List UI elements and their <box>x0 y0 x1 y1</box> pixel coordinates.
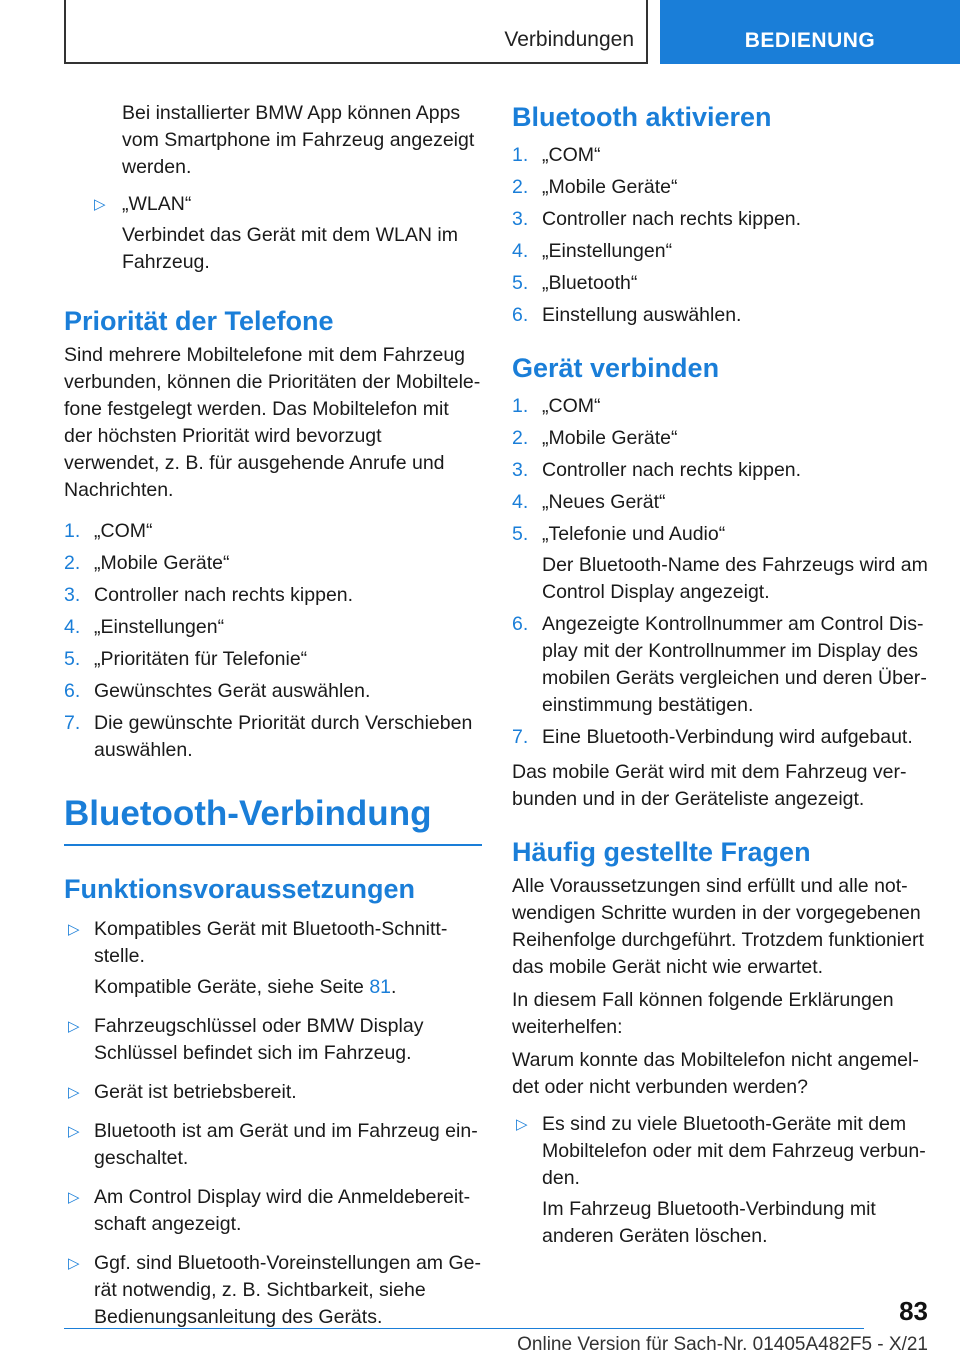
page-link[interactable]: 81 <box>369 976 392 998</box>
triangle-bullet-icon: ▷ <box>68 1018 80 1035</box>
req-text-1: Kompatibles Gerät mit Bluetooth-Schnittstelle. <box>94 918 448 967</box>
step-text: „Mobile Geräte“ <box>542 176 678 198</box>
bt-title: Bluetooth-Verbindung <box>64 792 482 846</box>
step-number: 4. <box>512 240 529 262</box>
step-number: 5. <box>64 648 81 670</box>
step-subtext: Der Bluetooth-Name des Fahrzeugs wird am Control Display angezeigt. <box>542 554 928 603</box>
step-text: „Neues Gerät“ <box>542 491 666 513</box>
step-number: 2. <box>512 176 529 198</box>
step-text: Eine Bluetooth-Verbindung wird aufgebaut. <box>542 726 913 748</box>
faq-text-2: In diesem Fall können folgende Erklärungen weiterhelfen: <box>512 989 894 1038</box>
step-item <box>512 521 928 606</box>
step-text: Die gewünschte Priorität durch Verschieben auswählen. <box>94 712 473 761</box>
step-item <box>512 489 928 516</box>
step-text: „Einstellungen“ <box>94 616 225 638</box>
connect-result: Das mobile Gerät wird mit dem Fahrzeug verbunden und in der Geräteliste angezeigt. <box>512 761 907 810</box>
triangle-bullet-icon: ▷ <box>68 1189 80 1206</box>
step-item <box>512 174 928 201</box>
step-item <box>64 710 482 764</box>
step-number: 1. <box>512 395 529 417</box>
req-item-5 <box>64 1184 482 1238</box>
req-text-3: Gerät ist betriebsbereit. <box>94 1081 297 1103</box>
step-number: 3. <box>512 459 529 481</box>
step-number: 2. <box>64 552 81 574</box>
header-chapter-title: BEDIENUNG <box>744 29 876 52</box>
faq-answer: Es sind zu viele Bluetooth-Geräte mit dem Mobiltelefon oder mit dem Fahrzeug verbunden. <box>542 1113 926 1189</box>
connect-title: Gerät verbinden <box>512 353 720 383</box>
faq-answer-item <box>512 1111 928 1250</box>
req-text-6: Ggf. sind Bluetooth-Voreinstellungen am Gerät notwendig, z. B. Sichtbarkeit, siehe Bedienungsanleitung des Geräts. <box>94 1252 481 1328</box>
bt-section <box>64 792 482 846</box>
prio-title: Priorität der Telefone <box>64 306 334 336</box>
left-column <box>64 100 482 1336</box>
activate-title: Bluetooth aktivieren <box>512 102 772 132</box>
step-item <box>512 425 928 452</box>
triangle-bullet-icon: ▷ <box>94 196 106 213</box>
step-text: „Mobile Geräte“ <box>94 552 230 574</box>
faq-text-1: Alle Voraussetzungen sind erfüllt und alle notwendigen Schritte wurden in der vorgegebenen Reihenfolge durchgeführt. Trotzdem funktioniert das mobile Gerät nicht wie erwartet. <box>512 875 924 978</box>
step-item <box>512 142 928 169</box>
step-number: 1. <box>64 520 81 542</box>
step-item <box>512 270 928 297</box>
step-item <box>512 724 928 751</box>
step-item <box>64 518 482 545</box>
step-item <box>512 393 928 420</box>
func-title: Funktionsvoraussetzungen <box>64 874 416 904</box>
step-item <box>512 302 928 329</box>
step-number: 2. <box>512 427 529 449</box>
req-item-4 <box>64 1118 482 1172</box>
step-number: 4. <box>64 616 81 638</box>
page-number: 83 <box>899 1296 928 1326</box>
step-text: „Telefonie und Audio“ <box>542 523 726 545</box>
triangle-bullet-icon: ▷ <box>68 1123 80 1140</box>
step-item <box>64 678 482 705</box>
step-number: 3. <box>64 584 81 606</box>
header-section-title: Verbindungen <box>504 28 634 51</box>
right-column <box>512 100 928 1255</box>
wlan-item <box>64 191 482 276</box>
step-text: „COM“ <box>542 395 601 417</box>
req-text-2: Fahrzeugschlüssel oder BMW Display Schlüssel befindet sich im Fahrzeug. <box>94 1015 424 1064</box>
req-item-1 <box>64 916 482 1001</box>
step-text: „COM“ <box>542 144 601 166</box>
triangle-bullet-icon: ▷ <box>68 921 80 938</box>
req-item-2 <box>64 1013 482 1067</box>
step-text: Controller nach rechts kippen. <box>542 208 802 230</box>
step-number: 6. <box>512 613 529 635</box>
triangle-bullet-icon: ▷ <box>68 1084 80 1101</box>
faq-title: Häufig gestellte Fragen <box>512 837 811 867</box>
header-section-box <box>64 0 648 64</box>
step-item <box>64 646 482 673</box>
step-number: 1. <box>512 144 529 166</box>
step-number: 3. <box>512 208 529 230</box>
step-number: 4. <box>512 491 529 513</box>
activate-steps-list <box>512 142 928 329</box>
prio-text: Sind mehrere Mobiltelefone mit dem Fahrzeug verbunden, können die Prioritäten der Mobiltelefone festgelegt werden. Das Mobiltelefon mit der höchsten Priorität wird bevorzugt verwendet, z. B. für ausgehende Anrufe und Nachrichten. <box>64 344 481 501</box>
step-text: „COM“ <box>94 520 153 542</box>
step-item <box>64 582 482 609</box>
wlan-label: „WLAN“ <box>122 193 192 215</box>
triangle-bullet-icon: ▷ <box>516 1116 528 1133</box>
footer-text: Online Version für Sach-Nr. 01405A482F5 - X/21 <box>517 1334 928 1355</box>
step-text: Gewünschtes Gerät auswählen. <box>94 680 371 702</box>
footer-divider <box>64 1328 864 1329</box>
req-sub-end: . <box>391 976 397 998</box>
req-item-6 <box>64 1250 482 1331</box>
wlan-text: Verbindet das Gerät mit dem WLAN im Fahrzeug. <box>122 224 458 273</box>
step-number: 6. <box>64 680 81 702</box>
header-chapter-tab <box>660 0 960 64</box>
step-item <box>512 611 928 719</box>
intro-text: Bei installierter BMW App können Apps vom Smartphone im Fahrzeug angezeigt werden. <box>122 102 475 178</box>
step-number: 6. <box>512 304 529 326</box>
req-text-4: Bluetooth ist am Gerät und im Fahrzeug eingeschaltet. <box>94 1120 478 1169</box>
step-text: Angezeigte Kontrollnummer am Control Display mit der Kontrollnummer im Display des mobilen Geräts vergleichen und deren Übereinstimmung bestätigen. <box>542 613 927 716</box>
req-sub-1 <box>94 974 482 1001</box>
step-number: 5. <box>512 523 529 545</box>
step-text: „Bluetooth“ <box>542 272 638 294</box>
step-text: Controller nach rechts kippen. <box>94 584 354 606</box>
step-text: Controller nach rechts kippen. <box>542 459 802 481</box>
step-item <box>64 614 482 641</box>
req-text-5: Am Control Display wird die Anmeldebereitschaft angezeigt. <box>94 1186 471 1235</box>
connect-steps-list <box>512 393 928 751</box>
step-item <box>64 550 482 577</box>
step-text: „Mobile Geräte“ <box>542 427 678 449</box>
faq-question: Warum konnte das Mobiltelefon nicht angemeldet oder nicht verbunden werden? <box>512 1049 919 1098</box>
step-text: „Einstellungen“ <box>542 240 673 262</box>
step-text: Einstellung auswählen. <box>542 304 742 326</box>
step-item <box>512 206 928 233</box>
step-number: 7. <box>64 712 81 734</box>
step-item <box>512 457 928 484</box>
req-item-3 <box>64 1079 482 1106</box>
step-number: 5. <box>512 272 529 294</box>
faq-answer-sub: Im Fahrzeug Bluetooth-Verbindung mit anderen Geräten löschen. <box>542 1198 876 1247</box>
step-number: 7. <box>512 726 529 748</box>
prio-steps-list <box>64 518 482 764</box>
step-item <box>512 238 928 265</box>
step-text: „Prioritäten für Telefonie“ <box>94 648 308 670</box>
req-sub-text: Kompatible Geräte, siehe Seite <box>94 976 364 998</box>
triangle-bullet-icon: ▷ <box>68 1255 80 1272</box>
